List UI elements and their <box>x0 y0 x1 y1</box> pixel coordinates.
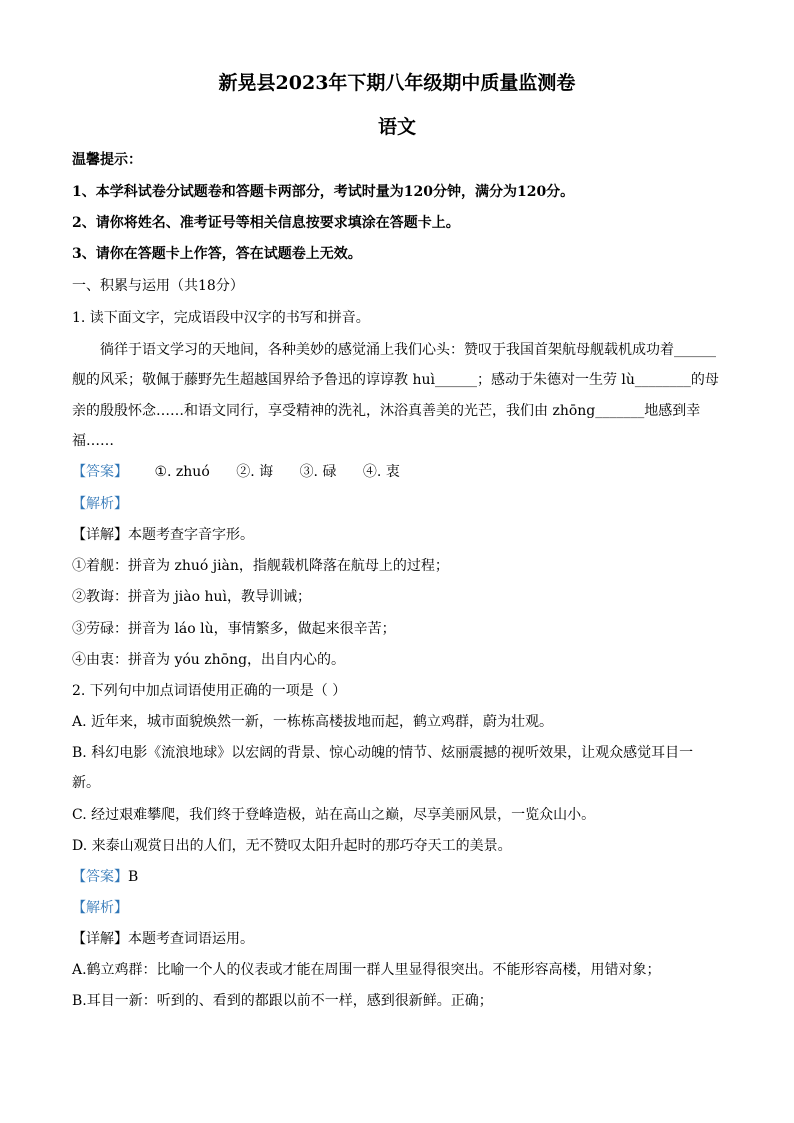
explanation-point: ①着舰：拼音为 zhuó jiàn，指舰载机降落在航母上的过程； <box>72 558 449 574</box>
answer-item: ③. 碌 <box>299 464 337 480</box>
explanation-point: B.耳目一新：听到的、看到的都跟以前不一样，感到很新鲜。正确； <box>72 993 493 1009</box>
explanation-point: A.鹤立鸡群：比喻一个人的仪表或才能在周围一群人里显得很突出。不能形容高楼，用错对象； <box>72 962 661 978</box>
notice-item-3: 3、请你在答题卡上作答，答在试题卷上无效。 <box>72 246 362 262</box>
exam-title: 新晃县2023年下期八年级期中质量监测卷 <box>218 72 576 94</box>
notice-item-1: 1、本学科试卷分试题卷和答题卡两部分，考试时量为120分钟，满分为120分。 <box>72 184 575 200</box>
answer-item: ①. zhuó <box>154 464 210 480</box>
answer-label: 【答案】 <box>72 464 128 480</box>
explanation-point: ④由衷：拼音为 yóu zhōng，出自内心的。 <box>72 652 346 668</box>
answer-item: ②. 诲 <box>236 464 274 480</box>
explanation-point: ②教诲：拼音为 jiào huì，教导训诫； <box>72 589 312 605</box>
question-2-option: C. 经过艰难攀爬，我们终于登峰造极，站在高山之巅，尽享美丽风景，一览众山小。 <box>72 807 596 823</box>
section-heading: 一、积累与运用（共18分） <box>72 278 244 294</box>
answer-value: B <box>128 869 139 885</box>
explanation-point: ③劳碌：拼音为 láo lù，事情繁多，做起来很辛苦； <box>72 621 396 637</box>
analysis-label: 【解析】 <box>72 900 128 916</box>
question-2-answer-row <box>72 867 722 887</box>
question-2-option: D. 来泰山观赏日出的人们，无不赞叹太阳升起时的那巧夺天工的美景。 <box>72 838 512 854</box>
notice-label: 温馨提示： <box>72 152 142 168</box>
question-1-passage-line: 舰的风采；敬佩于藤野先生超越国界给予鲁迅的谆谆教 huì______；感动于朱德对一生劳 lù________的母 <box>72 372 719 388</box>
question-2-stem: 2. 下列句中加点词语使用正确的一项是（ ） <box>72 683 347 699</box>
answer-item: ④. 衷 <box>362 464 400 480</box>
question-1-answer-row <box>72 462 722 482</box>
question-2-option: B. 科幻电影《流浪地球》以宏阔的背景、惊心动魄的情节、炫丽震撼的视听效果，让观众感觉耳目一 <box>72 745 694 761</box>
answer-label: 【答案】 <box>72 869 128 885</box>
notice-item-2: 2、请你将姓名、准考证号等相关信息按要求填涂在答题卡上。 <box>72 215 460 231</box>
question-1-passage-line: 亲的殷殷怀念……和语文同行，享受精神的洗礼，沐浴真善美的光芒，我们由 zhōng_______地感到幸 <box>72 403 701 419</box>
question-1-stem: 1. 读下面文字，完成语段中汉字的书写和拼音。 <box>72 310 370 326</box>
question-1-passage-line: 徜徉于语文学习的天地间，各种美妙的感觉涌上我们心头：赞叹于我国首架航母舰载机成功着______ <box>100 342 716 358</box>
question-2-option: A. 近年来，城市面貌焕然一新，一栋栋高楼拔地而起，鹤立鸡群，蔚为壮观。 <box>72 714 554 730</box>
question-1-passage-line: 福…… <box>72 433 114 449</box>
analysis-label: 【解析】 <box>72 496 128 512</box>
detail-line: 【详解】本题考查词语运用。 <box>72 931 254 947</box>
question-2-option: 新。 <box>72 775 100 791</box>
detail-line: 【详解】本题考查字音字形。 <box>72 527 254 543</box>
subject-title: 语文 <box>377 116 416 138</box>
